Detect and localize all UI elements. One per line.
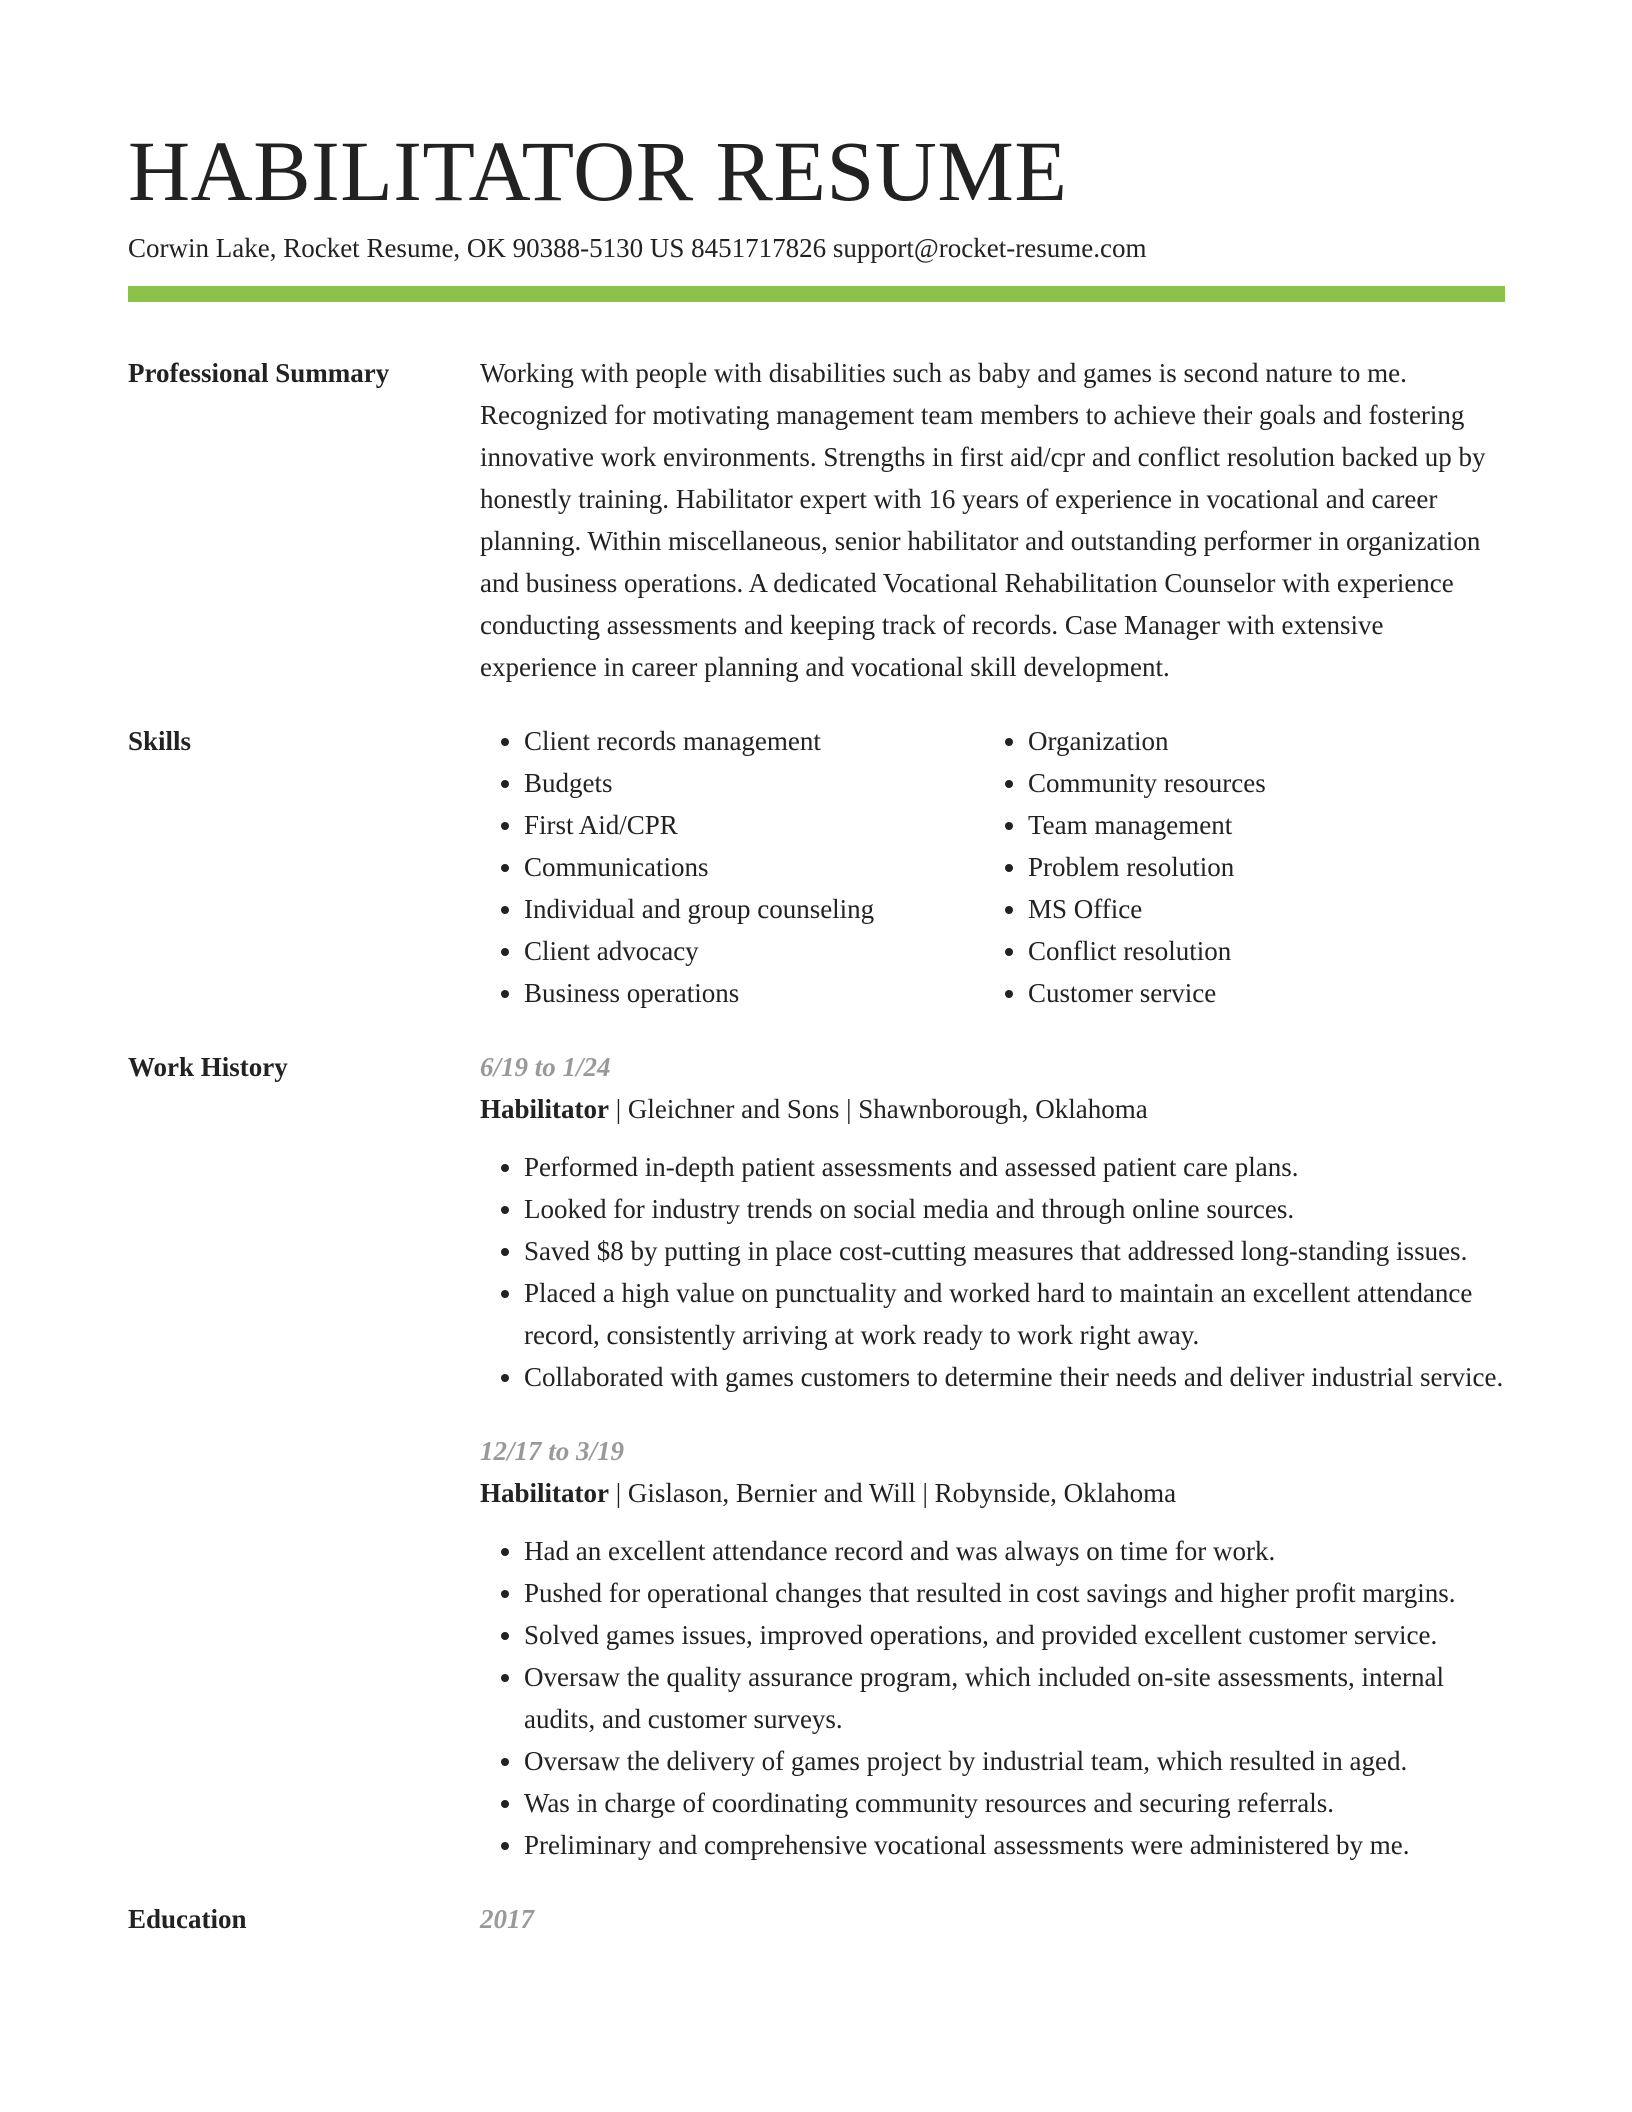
job-employer-location: | Gislason, Bernier and Will | Robynside, Oklahoma [609, 1478, 1177, 1508]
section-label-skills: Skills [128, 726, 192, 756]
education-body [480, 1898, 1505, 1940]
resume-page [128, 0, 1505, 1940]
job-dates: 12/17 to 3/19 [480, 1436, 625, 1466]
job-heading [480, 1088, 1505, 1130]
section-label-work-history: Work History [128, 1052, 288, 1082]
job-title: Habilitator [480, 1094, 609, 1124]
resume-title: HABILITATOR RESUME [128, 123, 1068, 219]
job-title: Habilitator [480, 1478, 609, 1508]
skills-section [128, 720, 1505, 1014]
job-bullets [480, 1146, 1505, 1398]
job-bullet: • Collaborated with games customers to determine their needs and deliver industrial service. [524, 1356, 1505, 1398]
job-bullet: • Performed in-depth patient assessments and assessed patient care plans. [524, 1146, 1505, 1188]
section-label-education: Education [128, 1904, 247, 1934]
skill-item: • Communications [524, 846, 984, 888]
skill-item: • Client advocacy [524, 930, 984, 972]
skill-item: • Customer service [1028, 972, 1488, 1014]
job-bullets [480, 1530, 1505, 1866]
job-entry [480, 1430, 1505, 1866]
skills-column-left [480, 720, 984, 1014]
job-entry [480, 1046, 1505, 1398]
skills-column-right [984, 720, 1488, 1014]
skill-item: • Client records management [524, 720, 984, 762]
job-employer-location: | Gleichner and Sons | Shawnborough, Oklahoma [609, 1094, 1148, 1124]
skill-item: • Organization [1028, 720, 1488, 762]
job-bullet: • Solved games issues, improved operations, and provided excellent customer service. [524, 1614, 1505, 1656]
job-bullet: • Oversaw the delivery of games project by industrial team, which resulted in aged. [524, 1740, 1505, 1782]
contact-line: Corwin Lake, Rocket Resume, OK 90388-5130 US 8451717826 support@rocket-resume.com [128, 233, 1147, 263]
education-date: 2017 [480, 1904, 534, 1934]
job-heading [480, 1472, 1505, 1514]
skill-item: • Community resources [1028, 762, 1488, 804]
skill-item: • Conflict resolution [1028, 930, 1488, 972]
skill-item: • Team management [1028, 804, 1488, 846]
education-section [128, 1898, 1505, 1940]
skill-item: • Business operations [524, 972, 984, 1014]
summary-text: Working with people with disabilities such as baby and games is second nature to me. Recognized for motivating management team members to achieve their goals and fostering innovative work environments. Strengths in first aid/cpr and conflict resolution backed up by honestly training. Habilitator expert with 16 years of experience in vocational and career planning. Within miscellaneous, senior habilitator and outstanding performer in organization and business operations. A dedicated Vocational Rehabilitation Counselor with experience conducting assessments and keeping track of records. Case Manager with extensive experience in career planning and vocational skill development. [480, 358, 1486, 682]
skill-item: • Problem resolution [1028, 846, 1488, 888]
job-bullet: • Saved $8 by putting in place cost-cutting measures that addressed long-standing issues. [524, 1230, 1505, 1272]
job-dates: 6/19 to 1/24 [480, 1052, 611, 1082]
job-bullet: • Preliminary and comprehensive vocational assessments were administered by me. [524, 1824, 1505, 1866]
skills-grid [480, 720, 1505, 1014]
accent-divider [128, 286, 1505, 302]
job-bullet: • Was in charge of coordinating community resources and securing referrals. [524, 1782, 1505, 1824]
summary-section [128, 352, 1505, 688]
job-bullet: • Looked for industry trends on social media and through online sources. [524, 1188, 1505, 1230]
section-label-summary: Professional Summary [128, 358, 390, 388]
work-history-section [128, 1046, 1505, 1866]
work-history-body [480, 1046, 1505, 1866]
job-bullet: • Had an excellent attendance record and was always on time for work. [524, 1530, 1505, 1572]
skill-item: • MS Office [1028, 888, 1488, 930]
skill-item: • First Aid/CPR [524, 804, 984, 846]
job-bullet: • Oversaw the quality assurance program, which included on-site assessments, internal audits, and customer surveys. [524, 1656, 1505, 1740]
job-bullet: • Pushed for operational changes that resulted in cost savings and higher profit margins. [524, 1572, 1505, 1614]
skill-item: • Individual and group counseling [524, 888, 984, 930]
job-bullet: • Placed a high value on punctuality and worked hard to maintain an excellent attendance record, consistently arriving at work ready to work right away. [524, 1272, 1505, 1356]
skill-item: • Budgets [524, 762, 984, 804]
